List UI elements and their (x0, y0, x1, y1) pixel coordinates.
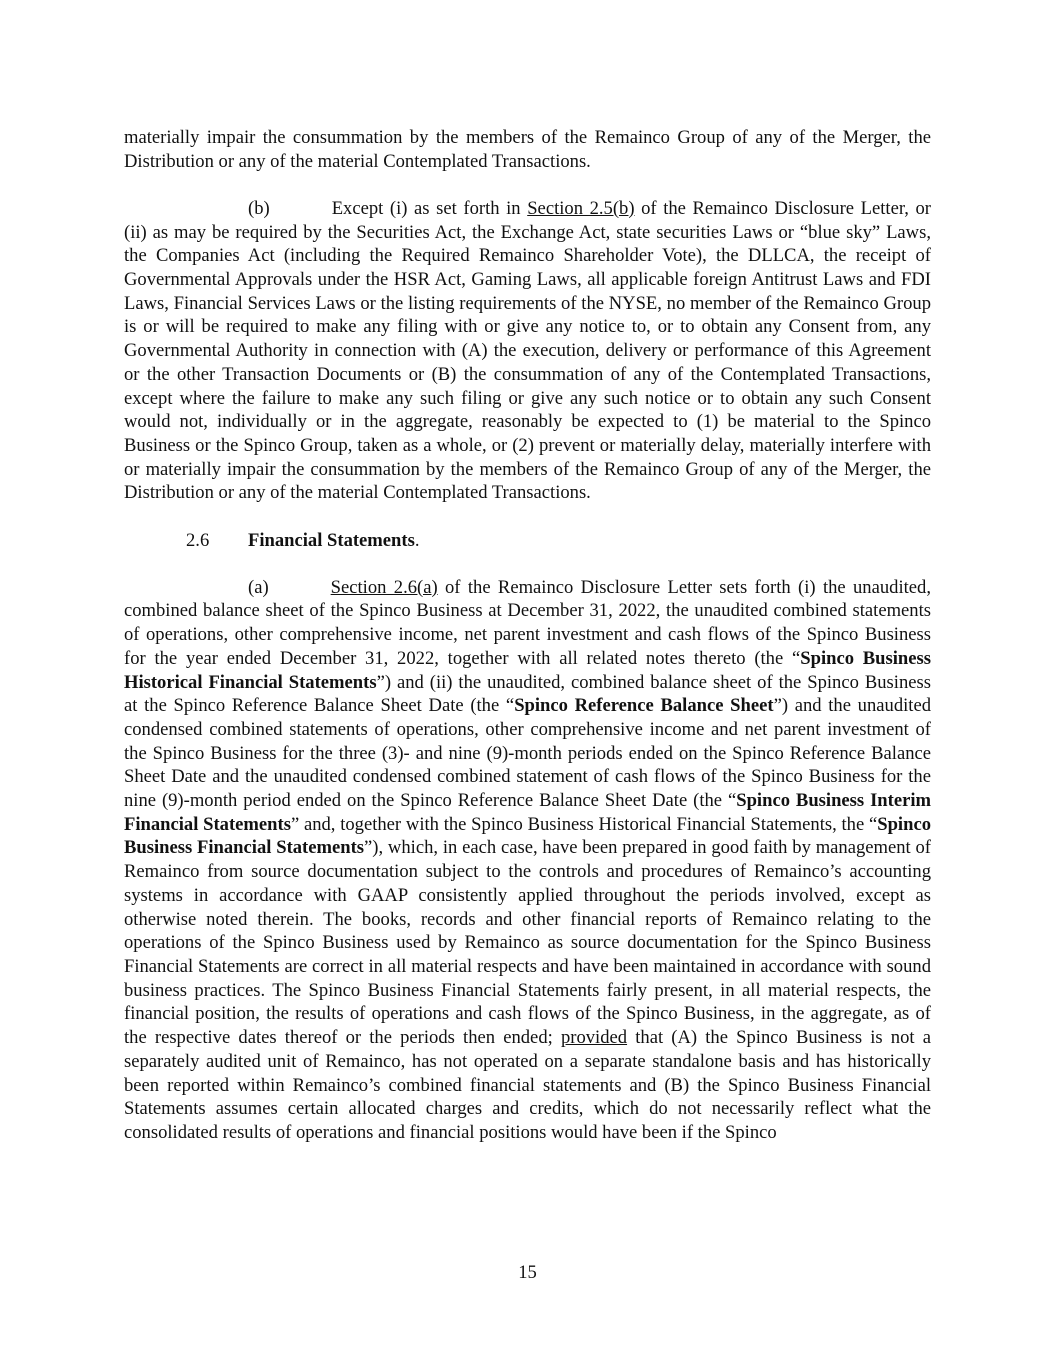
clause-a-text-5: ”), which, in each case, have been prepared in good faith by management of Remainco from source documentation subject to the controls and procedures of Remainco’s accounting systems in accordance with GAAP consistently applied throughout the periods involved, except as otherwise noted therein. The books, records and other financial reports of Remainco relating to the operations of the Spinco Business used by Remainco as source documentation for the Spinco Business Financial Statements are correct in all material respects and have been maintained in accordance with sound business practices. The Spinco Business Financial Statements fairly present, in all material respects, the financial position, the results of operations and cash flows of the Spinco Business, in the aggregate, as of the respective dates thereof or the periods then ended; (124, 837, 931, 1049)
clause-a-text-3: ”) and the unaudited condensed combined statements of operations, other comprehensive income and net parent investment of the Spinco Business for the three (3)- and nine (9)-month periods ended on the Spinco Reference Balance Sheet Date and the unaudited condensed combined statement of cash flows of the Spinco Business for the nine (9)-month period ended on the Spinco Reference Balance Sheet Date (the “ (124, 695, 931, 812)
page-number: 15 (518, 1262, 537, 1283)
document-body (124, 126, 931, 1145)
cross-reference-section-2-6-a: Section 2.6(a) (330, 576, 438, 598)
clause-a-text-2: ”) and (ii) the unaudited, combined balance sheet of the Spinco Business at the Spinco Reference Balance Sheet Date (the “ (124, 671, 931, 717)
clause-a-text-4: ” and, together with the Spinco Business Historical Financial Statements, the “ (290, 813, 878, 835)
paragraph-2-6-a (124, 576, 931, 1145)
clause-a-text-1: of the Remainco Disclosure Letter sets forth (i) the unaudited, combined balance sheet of the Spinco Business at December 31, 2022, the unaudited combined statements of operations, other comprehensive income, net parent investment and cash flows of the Spinco Business for the year ended December 31, 2022, together with all related notes thereto (the “ (124, 576, 931, 669)
defined-term-interim-statements: Spinco Business Interim Financial Statements (124, 790, 931, 835)
defined-term-historical-statements: Spinco Business Historical Financial Statements (124, 647, 931, 693)
section-title: Financial Statements (248, 529, 415, 551)
clause-a-text-6: that (A) the Spinco Business is not a separately audited unit of Remainco, has not operated on a separate standalone basis and has historically been reported within Remainco’s combined financial statements and (B) the Spinco Business Financial Statements assumes certain allocated charges and credits, which do not necessarily reflect what the consolidated results of operations and financial positions would have been if the Spinco (124, 1027, 931, 1143)
cross-reference-section-2-5-b: Section 2.5(b) (527, 197, 635, 219)
clause-label-a: (a) (248, 576, 269, 598)
defined-term-reference-balance-sheet: Spinco Reference Balance Sheet (514, 695, 774, 717)
section-title-period: . (414, 529, 420, 551)
paragraph-continuation: materially impair the consummation by the members of the Remainco Group of any of the Merger, the Distribution or any of the material Contemplated Transactions. (124, 127, 931, 172)
clause-label-b: (b) (248, 197, 270, 219)
section-number: 2.6 (186, 529, 210, 551)
defined-term-financial-statements: Spinco Business Financial Statements (124, 813, 931, 859)
paragraph-2-5-b (124, 197, 931, 505)
clause-b-text-2: of the Remainco Disclosure Letter, or (ii) as may be required by the Securities Act, the Exchange Act, state securities Laws or “blue sky” Laws, the Companies Act (including the Required Remainco Shareholder Vote), the DLLCA, the receipt of Governmental Approvals under the HSR Act, Gaming Laws, all applicable foreign Antitrust Laws and FDI Laws, Financial Services Laws or the listing requirements of the NYSE, no member of the Remainco Group is or will be required to make any filing with or give any notice to, or to obtain any Consent from, any Governmental Authority in connection with (A) the execution, delivery or performance of this Agreement or the other Transaction Documents or (B) the consummation of any of the Contemplated Transactions, except where the failure to make any such filing or give any such notice or to obtain any such Consent would not, individually or in the aggregate, reasonably be expected to (1) be material to the Spinco Business or the Spinco Group, taken as a whole, or (2) prevent or materially delay, materially interfere with or materially impair the consummation by the members of the Remainco Group of any of the Merger, the Distribution or any of the material Contemplated Transactions. (124, 197, 932, 504)
clause-b-text-1: Except (i) as set forth in (331, 197, 528, 219)
section-heading-2-6 (124, 529, 931, 553)
proviso-term: provided (560, 1027, 628, 1049)
